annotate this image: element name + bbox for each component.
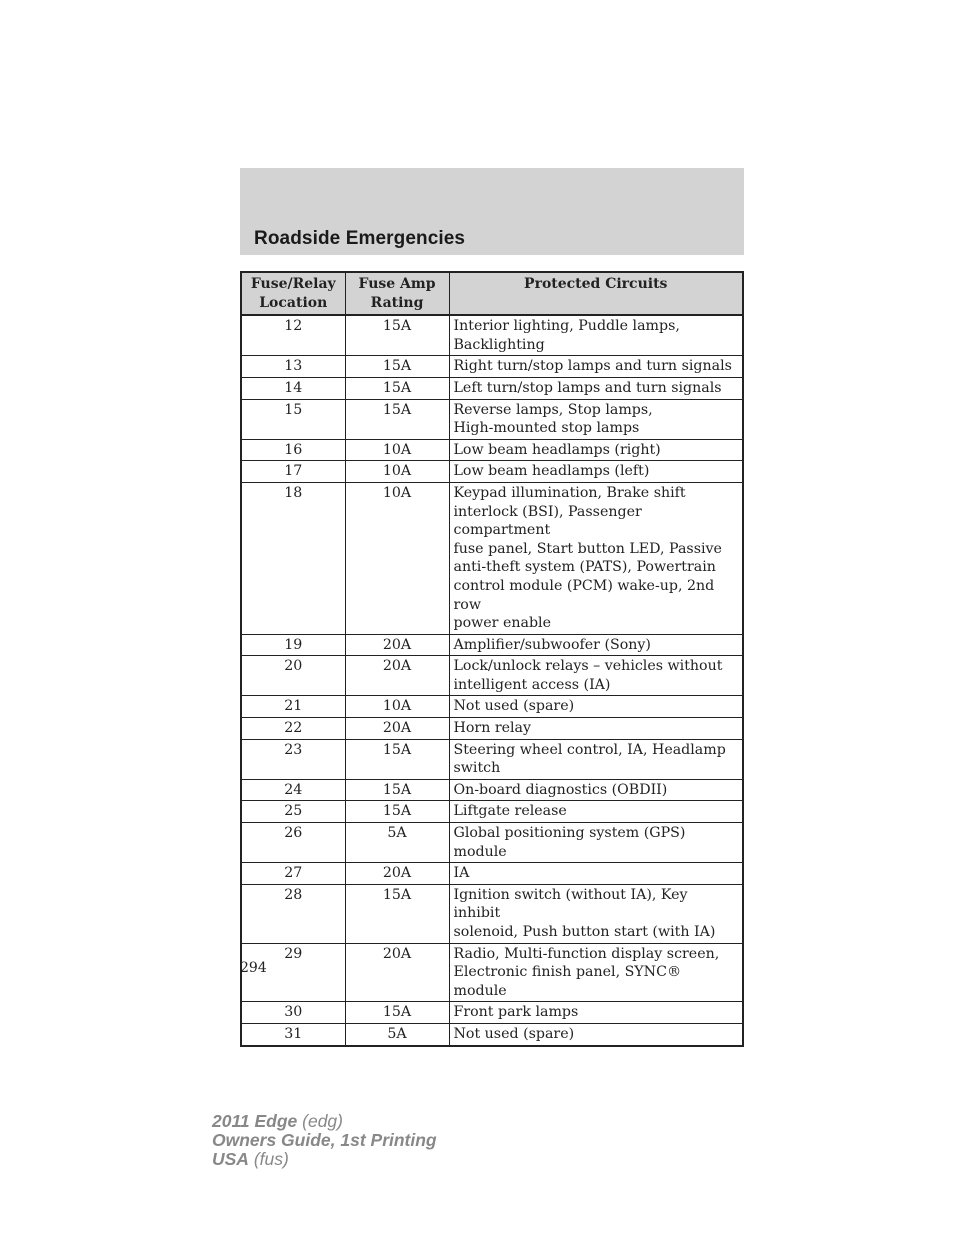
header-location-line1: Fuse/Relay — [250, 276, 336, 292]
circuit-line: Right turn/stop lamps and turn signals — [453, 358, 732, 375]
footer-model-code: (edg) — [297, 1111, 343, 1131]
cell-circuits — [449, 461, 743, 483]
cell-rating: 15A — [345, 884, 449, 943]
cell-rating: 20A — [345, 718, 449, 740]
circuit-line: Not used (spare) — [453, 1025, 575, 1042]
cell-location: 23 — [241, 739, 345, 779]
cell-rating: 20A — [345, 634, 449, 656]
circuit-line: control module (PCM) wake-up, 2nd row — [453, 577, 715, 613]
circuit-line: power enable — [453, 615, 551, 632]
cell-circuits — [449, 823, 743, 863]
circuit-line: Left turn/stop lamps and turn signals — [453, 379, 722, 396]
circuit-line: Steering wheel control, IA, Headlamp — [453, 741, 726, 758]
table-row — [241, 779, 743, 801]
header-rating-line2: Rating — [370, 294, 424, 311]
footer-market: USA — [212, 1149, 249, 1169]
circuit-line: Interior lighting, Puddle lamps, — [453, 318, 680, 335]
cell-location: 21 — [241, 696, 345, 718]
table-row — [241, 439, 743, 461]
header-location — [241, 272, 345, 315]
circuit-line: Amplifier/subwoofer (Sony) — [453, 636, 651, 653]
footer-model: 2011 Edge — [212, 1111, 298, 1131]
circuit-line: solenoid, Push button start (with IA) — [453, 924, 716, 940]
circuit-line: Lock/unlock relays – vehicles without — [453, 658, 723, 675]
header-location-line2: Location — [259, 294, 328, 311]
cell-rating: 10A — [345, 696, 449, 718]
cell-circuits — [449, 863, 743, 885]
cell-rating: 15A — [345, 739, 449, 779]
cell-circuits — [449, 718, 743, 740]
table-row — [241, 718, 743, 740]
circuit-line: IA — [453, 865, 470, 882]
footer-line-3 — [212, 1150, 437, 1169]
cell-circuits — [449, 315, 743, 356]
header-circuits: Protected Circuits — [449, 272, 743, 315]
cell-location: 22 — [241, 718, 345, 740]
cell-circuits — [449, 801, 743, 823]
cell-rating: 10A — [345, 439, 449, 461]
table-row — [241, 315, 743, 356]
cell-circuits — [449, 1002, 743, 1024]
circuit-line: Electronic finish panel, SYNC® module — [453, 964, 682, 999]
header-rating-line1: Fuse Amp — [358, 276, 436, 292]
table-row — [241, 634, 743, 656]
footer-market-code: (fus) — [248, 1149, 289, 1169]
cell-location: 17 — [241, 461, 345, 483]
cell-circuits — [449, 884, 743, 943]
cell-circuits — [449, 943, 743, 1002]
cell-location: 12 — [241, 315, 345, 356]
cell-location: 14 — [241, 377, 345, 399]
cell-circuits — [449, 696, 743, 718]
table-row — [241, 1002, 743, 1024]
table-row — [241, 399, 743, 439]
circuit-line: fuse panel, Start button LED, Passive — [453, 540, 722, 557]
cell-circuits — [449, 739, 743, 779]
table-row — [241, 863, 743, 885]
table-row — [241, 482, 743, 634]
cell-circuits — [449, 439, 743, 461]
cell-rating: 15A — [345, 779, 449, 801]
circuit-line: Not used (spare) — [453, 698, 575, 715]
cell-location: 13 — [241, 356, 345, 378]
footer-line-1 — [212, 1112, 437, 1131]
section-title: Roadside Emergencies — [254, 228, 466, 249]
cell-circuits — [449, 356, 743, 378]
circuit-line: Low beam headlamps (right) — [453, 441, 661, 458]
table-row — [241, 356, 743, 378]
circuit-line: High-mounted stop lamps — [453, 420, 640, 437]
cell-rating: 5A — [345, 823, 449, 863]
cell-location: 25 — [241, 801, 345, 823]
cell-rating: 15A — [345, 399, 449, 439]
cell-location: 30 — [241, 1002, 345, 1024]
footer-guide: Owners Guide, 1st Printing — [212, 1130, 437, 1150]
header-rating — [345, 272, 449, 315]
cell-location: 20 — [241, 656, 345, 696]
cell-location: 29 — [241, 943, 345, 1002]
circuit-line: Backlighting — [453, 336, 545, 353]
table-row — [241, 801, 743, 823]
circuit-line: Ignition switch (without IA), Key inhibit — [453, 886, 688, 922]
cell-rating: 10A — [345, 482, 449, 634]
circuit-line: Keypad illumination, Brake shift — [453, 484, 686, 501]
circuit-line: Reverse lamps, Stop lamps, — [453, 401, 653, 418]
cell-circuits — [449, 779, 743, 801]
cell-circuits — [449, 1023, 743, 1045]
table-row — [241, 1023, 743, 1045]
cell-location: 26 — [241, 823, 345, 863]
cell-location: 31 — [241, 1023, 345, 1045]
circuit-line: Global positioning system (GPS) module — [453, 825, 686, 860]
cell-location: 27 — [241, 863, 345, 885]
cell-rating: 15A — [345, 377, 449, 399]
table-row — [241, 377, 743, 399]
cell-rating: 10A — [345, 461, 449, 483]
cell-rating: 15A — [345, 1002, 449, 1024]
table-row — [241, 884, 743, 943]
cell-rating: 20A — [345, 656, 449, 696]
table-row — [241, 696, 743, 718]
cell-circuits — [449, 656, 743, 696]
cell-circuits — [449, 482, 743, 634]
circuit-line: anti-theft system (PATS), Powertrain — [453, 559, 716, 576]
table-row — [241, 943, 743, 1002]
table-body — [241, 315, 743, 1045]
circuit-line: interlock (BSI), Passenger compartment — [453, 503, 642, 539]
table-row — [241, 739, 743, 779]
circuit-line: switch — [453, 760, 501, 777]
cell-location: 24 — [241, 779, 345, 801]
circuit-line: On-board diagnostics (OBDII) — [453, 781, 668, 798]
cell-rating: 15A — [345, 356, 449, 378]
table-row — [241, 656, 743, 696]
circuit-line: Radio, Multi-function display screen, — [453, 945, 720, 962]
footer-line-2 — [212, 1131, 437, 1150]
cell-location: 16 — [241, 439, 345, 461]
table-row — [241, 823, 743, 863]
cell-rating: 20A — [345, 943, 449, 1002]
cell-rating: 15A — [345, 801, 449, 823]
circuit-line: Horn relay — [453, 720, 532, 737]
cell-circuits — [449, 377, 743, 399]
circuit-line: intelligent access (IA) — [453, 676, 611, 693]
footer — [212, 1112, 437, 1169]
cell-rating: 5A — [345, 1023, 449, 1045]
cell-circuits — [449, 399, 743, 439]
circuit-line: Liftgate release — [453, 803, 567, 820]
table-header-row — [241, 272, 743, 315]
cell-location: 18 — [241, 482, 345, 634]
cell-location: 19 — [241, 634, 345, 656]
fuse-table — [240, 271, 744, 1047]
circuit-line: Low beam headlamps (left) — [453, 463, 650, 480]
cell-circuits — [449, 634, 743, 656]
cell-rating: 15A — [345, 315, 449, 356]
table-row — [241, 461, 743, 483]
cell-rating: 20A — [345, 863, 449, 885]
cell-location: 28 — [241, 884, 345, 943]
circuit-line: Front park lamps — [453, 1004, 579, 1021]
cell-location: 15 — [241, 399, 345, 439]
page-number: 294 — [240, 960, 267, 976]
